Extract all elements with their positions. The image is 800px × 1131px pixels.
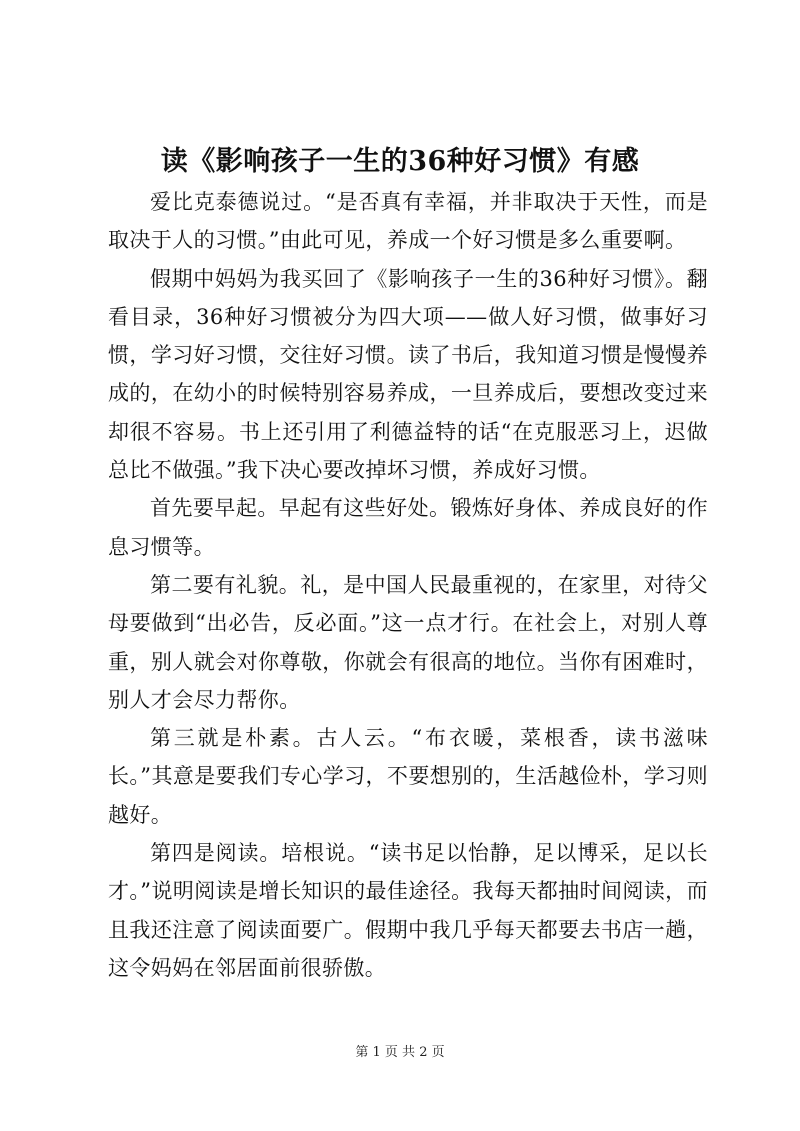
page-number-footer: 第 1 页 共 2 页: [355, 1045, 445, 1060]
paragraph-politeness: 第二要有礼貌。礼，是中国人民最重视的，在家里，对待父母要做到“出必告，反必面。”这一点才行。在社会上，对别人尊重，别人就会对你尊敬，你就会有很高的地位。当你有困难时，别人才会尽力帮你。: [108, 572, 708, 712]
document-body: [108, 183, 708, 987]
paragraph-reading: 第四是阅读。培根说。“读书足以怡静，足以博采，足以长才。”说明阅读是增长知识的最佳途径。我每天都抽时间阅读，而且我还注意了阅读面要广。假期中我几乎每天都要去书店一趟，这令妈妈在邻居面前很骄傲。: [108, 841, 708, 980]
paragraph-early-rising: 首先要早起。早起有这些好处。锻炼好身体、养成良好的作息习惯等。: [108, 496, 708, 559]
document-title: 读《影响孩子一生的36种好习惯》有感: [160, 146, 640, 177]
paragraph-book-overview: 假期中妈妈为我买回了《影响孩子一生的36种好习惯》。翻看目录，36种好习惯被分为四大项——做人好习惯，做事好习惯，学习好习惯，交往好习惯。读了书后，我知道习惯是慢慢养成的，在幼小的时候特别容易养成，一旦养成后，要想改变过来却很不容易。书上还引用了利德益特的话“在克服恶习上，迟做总比不做强。”我下决心要改掉坏习惯，养成好习惯。: [108, 266, 708, 483]
paragraph-intro-quote: 爱比克泰德说过。“是否真有幸福，并非取决于天性，而是取决于人的习惯。”由此可见，养成一个好习惯是多么重要啊。: [108, 190, 708, 253]
paragraph-simplicity: 第三就是朴素。古人云。“布衣暖，菜根香，读书滋味长。”其意是要我们专心学习，不要想别的，生活越俭朴，学习则越好。: [108, 726, 708, 827]
